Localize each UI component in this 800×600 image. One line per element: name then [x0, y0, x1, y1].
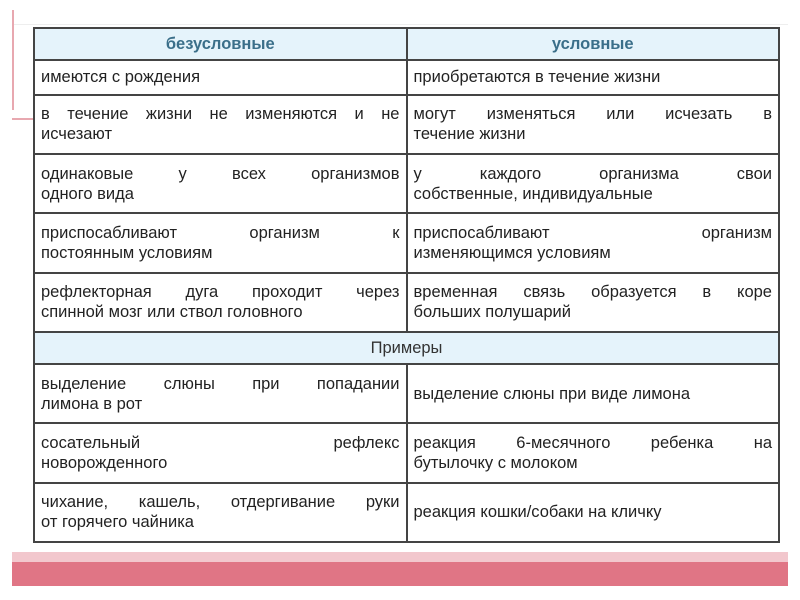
- cell-unconditioned: [34, 60, 407, 95]
- slide-left-rule: [12, 10, 14, 110]
- cell-line: приобретаются в течение жизни: [413, 68, 661, 87]
- table-header-row: [34, 28, 779, 60]
- header-conditioned: условные: [407, 28, 780, 60]
- cell-unconditioned: [34, 483, 407, 542]
- table-row: [34, 213, 779, 272]
- examples-divider-row: [34, 332, 779, 364]
- cell-line: спинной мозг или ствол головного: [41, 303, 303, 322]
- reflex-comparison-table: [33, 27, 780, 543]
- cell-line: одного вида: [41, 184, 134, 203]
- table-row: [34, 95, 779, 154]
- cell-unconditioned: [34, 423, 407, 482]
- cell-line: в течение жизни не изменяются и не: [41, 105, 400, 124]
- header-unconditioned: безусловные: [34, 28, 407, 60]
- cell-line: сосательный рефлекс: [41, 433, 400, 452]
- cell-line: рефлекторная дуга проходит через: [41, 283, 400, 302]
- slide-side-accent: [12, 118, 34, 120]
- cell-conditioned: [407, 213, 780, 272]
- cell-line: реакция 6-месячного ребенка на: [413, 433, 772, 452]
- cell-line: чихание, кашель, отдергивание руки: [41, 493, 400, 512]
- cell-line: имеются с рождения: [41, 68, 200, 87]
- cell-line: реакция кошки/собаки на кличку: [413, 503, 662, 522]
- cell-line: больших полушарий: [413, 303, 571, 322]
- cell-line: приспосабливают организм: [413, 223, 772, 242]
- cell-line: временная связь образуется в коре: [413, 283, 772, 302]
- cell-line: исчезают: [41, 125, 113, 144]
- cell-conditioned: [407, 95, 780, 154]
- examples-label: Примеры: [34, 332, 779, 364]
- cell-line: от горячего чайника: [41, 513, 194, 532]
- table-row: [34, 364, 779, 423]
- cell-line: выделение слюны при попадании: [41, 374, 400, 393]
- cell-conditioned: [407, 423, 780, 482]
- cell-conditioned: [407, 154, 780, 213]
- cell-conditioned: [407, 364, 780, 423]
- slide-bottom-band-light: [12, 552, 788, 562]
- cell-line: лимона в рот: [41, 394, 143, 413]
- table-row: [34, 154, 779, 213]
- cell-conditioned: [407, 273, 780, 332]
- cell-line: одинаковые у всех организмов: [41, 164, 400, 183]
- cell-conditioned: [407, 483, 780, 542]
- slide-top-bar: [12, 10, 788, 25]
- cell-line: новорожденного: [41, 453, 168, 472]
- cell-line: выделение слюны при виде лимона: [413, 384, 691, 403]
- cell-line: могут изменяться или исчезать в: [413, 105, 772, 124]
- cell-unconditioned: [34, 213, 407, 272]
- cell-unconditioned: [34, 154, 407, 213]
- cell-line: изменяющимся условиям: [413, 243, 611, 262]
- slide-bottom-accent-band: [12, 562, 788, 586]
- cell-line: течение жизни: [413, 125, 526, 144]
- cell-conditioned: [407, 60, 780, 95]
- cell-unconditioned: [34, 273, 407, 332]
- cell-line: собственные, индивидуальные: [413, 184, 653, 203]
- table-row: [34, 423, 779, 482]
- table-row: [34, 60, 779, 95]
- table-row: [34, 483, 779, 542]
- cell-unconditioned: [34, 364, 407, 423]
- cell-unconditioned: [34, 95, 407, 154]
- cell-line: бутылочку с молоком: [413, 453, 578, 472]
- table-row: [34, 273, 779, 332]
- cell-line: приспосабливают организм к: [41, 223, 400, 242]
- cell-line: у каждого организма свои: [413, 164, 772, 183]
- cell-line: постоянным условиям: [41, 243, 213, 262]
